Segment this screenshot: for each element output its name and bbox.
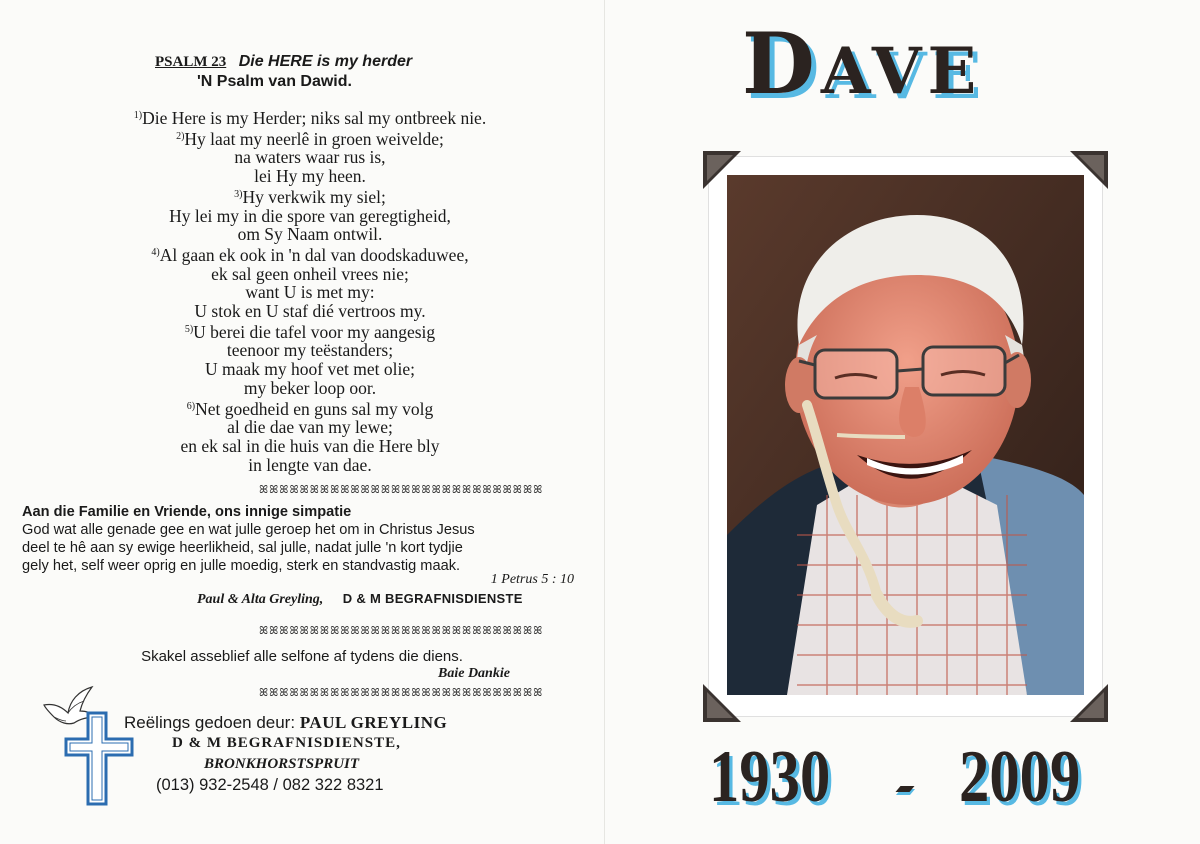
name-rest: AVE [820,34,983,109]
psalm-verse-line [60,265,560,284]
verse-text: om Sy Naam ontwil. [237,224,383,245]
verse-text: Hy lei my in die spore van geregtigheid, [169,205,451,226]
death-year: 2009 [959,736,1081,818]
condolence-heading: Aan die Familie en Vriende, ons innige simpatie [22,504,352,520]
psalm-verse-line [60,302,560,321]
verse-text: U maak my hoof vet met olie; [205,359,415,380]
photo-corner-icon [703,684,741,722]
psalm-verse-line [60,186,560,207]
ornament-divider [0,483,604,497]
psalm-subtitle: 'N Psalm van Dawid. [197,73,352,90]
divider-glyphs: ꕤꕤꕤꕤꕤꕤꕤꕤꕤꕤꕤꕤꕤꕤꕤꕤꕤꕤꕤꕤꕤꕤꕤꕤꕤꕤꕤꕤ [259,686,544,699]
condolence-signoff [197,591,523,608]
cellphone-notice: Skakel asseblief alle selfone af tydens die diens. [141,648,463,665]
psalm-verse-line [60,148,560,167]
divider-glyphs: ꕤꕤꕤꕤꕤꕤꕤꕤꕤꕤꕤꕤꕤꕤꕤꕤꕤꕤꕤꕤꕤꕤꕤꕤꕤꕤꕤꕤ [259,483,544,496]
verse-text: want U is met my: [245,282,375,303]
psalm-verse-line [60,437,560,456]
ornament-divider [0,624,604,638]
psalm-verse-line [60,360,560,379]
signoff-firm: D & M BEGRAFNISDIENSTE [342,591,523,606]
arrangements-line [124,713,447,732]
verse-text: Die Here is my Herder; niks sal my ontbreek nie. [142,108,487,128]
verse-text: al die dae van my lewe; [227,417,393,438]
psalm-verse-line [60,167,560,186]
psalm-verse-line [60,379,560,398]
portrait-photo [727,175,1084,695]
photo-corner-icon [1070,151,1108,189]
right-page [605,0,1200,844]
psalm-verse-line [60,225,560,244]
year-separator [895,786,914,792]
verse-number: 6) [186,400,196,412]
arranger-place: BRONKHORSTSPRUIT [204,756,360,772]
psalm-heading [155,52,555,91]
divider-glyphs: ꕤꕤꕤꕤꕤꕤꕤꕤꕤꕤꕤꕤꕤꕤꕤꕤꕤꕤꕤꕤꕤꕤꕤꕤꕤꕤꕤꕤ [259,624,544,637]
verse-text: Hy laat my neerlê in groen weivelde; [184,128,444,149]
arrangements-label: Reëlings gedoen deur: [124,713,296,732]
deceased-name [742,14,983,113]
verse-text: my beker loop oor. [243,377,377,398]
condolence-line: gely het, self weer oprig en julle moedig, sterk en standvastig maak. [22,558,461,574]
psalm-ref: PSALM 23 [155,54,227,70]
verse-text: Hy verkwik my siel; [242,186,386,207]
verse-text: U berei die tafel voor my aangesig [193,321,436,342]
arrangements-block [124,712,447,796]
photo-frame [709,157,1102,716]
verse-number: 5) [184,323,194,335]
psalm-verse-line [60,283,560,302]
psalm-verse-line [60,321,560,342]
signoff-names: Paul & Alta Greyling, [197,592,324,607]
psalm-verse-line [60,128,560,149]
birth-year: 1930 [709,736,831,818]
photo-corner-icon [703,151,741,189]
verse-text: in lengte van dae. [248,454,372,475]
arranger-name: PAUL GREYLING [299,713,448,732]
verse-text: en ek sal in die huis van die Here bly [180,435,440,456]
name-initial: D [742,14,821,113]
psalm-verse-line [60,244,560,265]
condolence-line: God wat alle genade gee en wat julle geroep het om in Christus Jesus [22,522,475,538]
verse-text: lei Hy my heen. [254,166,366,187]
photo-corner-icon [1070,684,1108,722]
verse-number: 4) [151,246,160,258]
psalm-verse-line [60,456,560,475]
thanks-text: Baie Dankie [438,666,510,681]
portrait-illustration [727,175,1084,695]
verse-text: U stok en U staf dié vertroos my. [194,301,426,322]
verse-number: 1) [133,110,143,121]
psalm-verse-line [60,418,560,437]
psalm-verse-line [60,398,560,419]
psalm-verse-line [60,207,560,226]
arranger-firm: D & M BEGRAFNISDIENSTE, [172,735,401,751]
verse-number: 3) [234,188,243,200]
verse-text: na waters waar rus is, [234,147,386,168]
verse-text: Al gaan ek ook in 'n dal van doodskaduwee, [159,244,469,265]
condolence-line: deel te hê aan sy ewige heerlikheid, sal julle, nadat julle 'n kort tydjie [22,540,463,556]
psalm-title: Die HERE is my herder [238,53,413,70]
bible-reference: 1 Petrus 5 : 10 [490,572,574,587]
condolence-block [22,503,592,575]
verse-number: 2) [176,130,185,142]
verse-text: ek sal geen onheil vrees nie; [211,263,409,284]
verse-text: teenoor my teëstanders; [226,340,394,361]
psalm-verses [60,107,560,474]
verse-text: Net goedheid en guns sal my volg [195,398,434,419]
arranger-phone: (013) 932-2548 / 082 322 8321 [156,776,384,794]
psalm-verse-line [60,107,560,128]
psalm-verse-line [60,341,560,360]
